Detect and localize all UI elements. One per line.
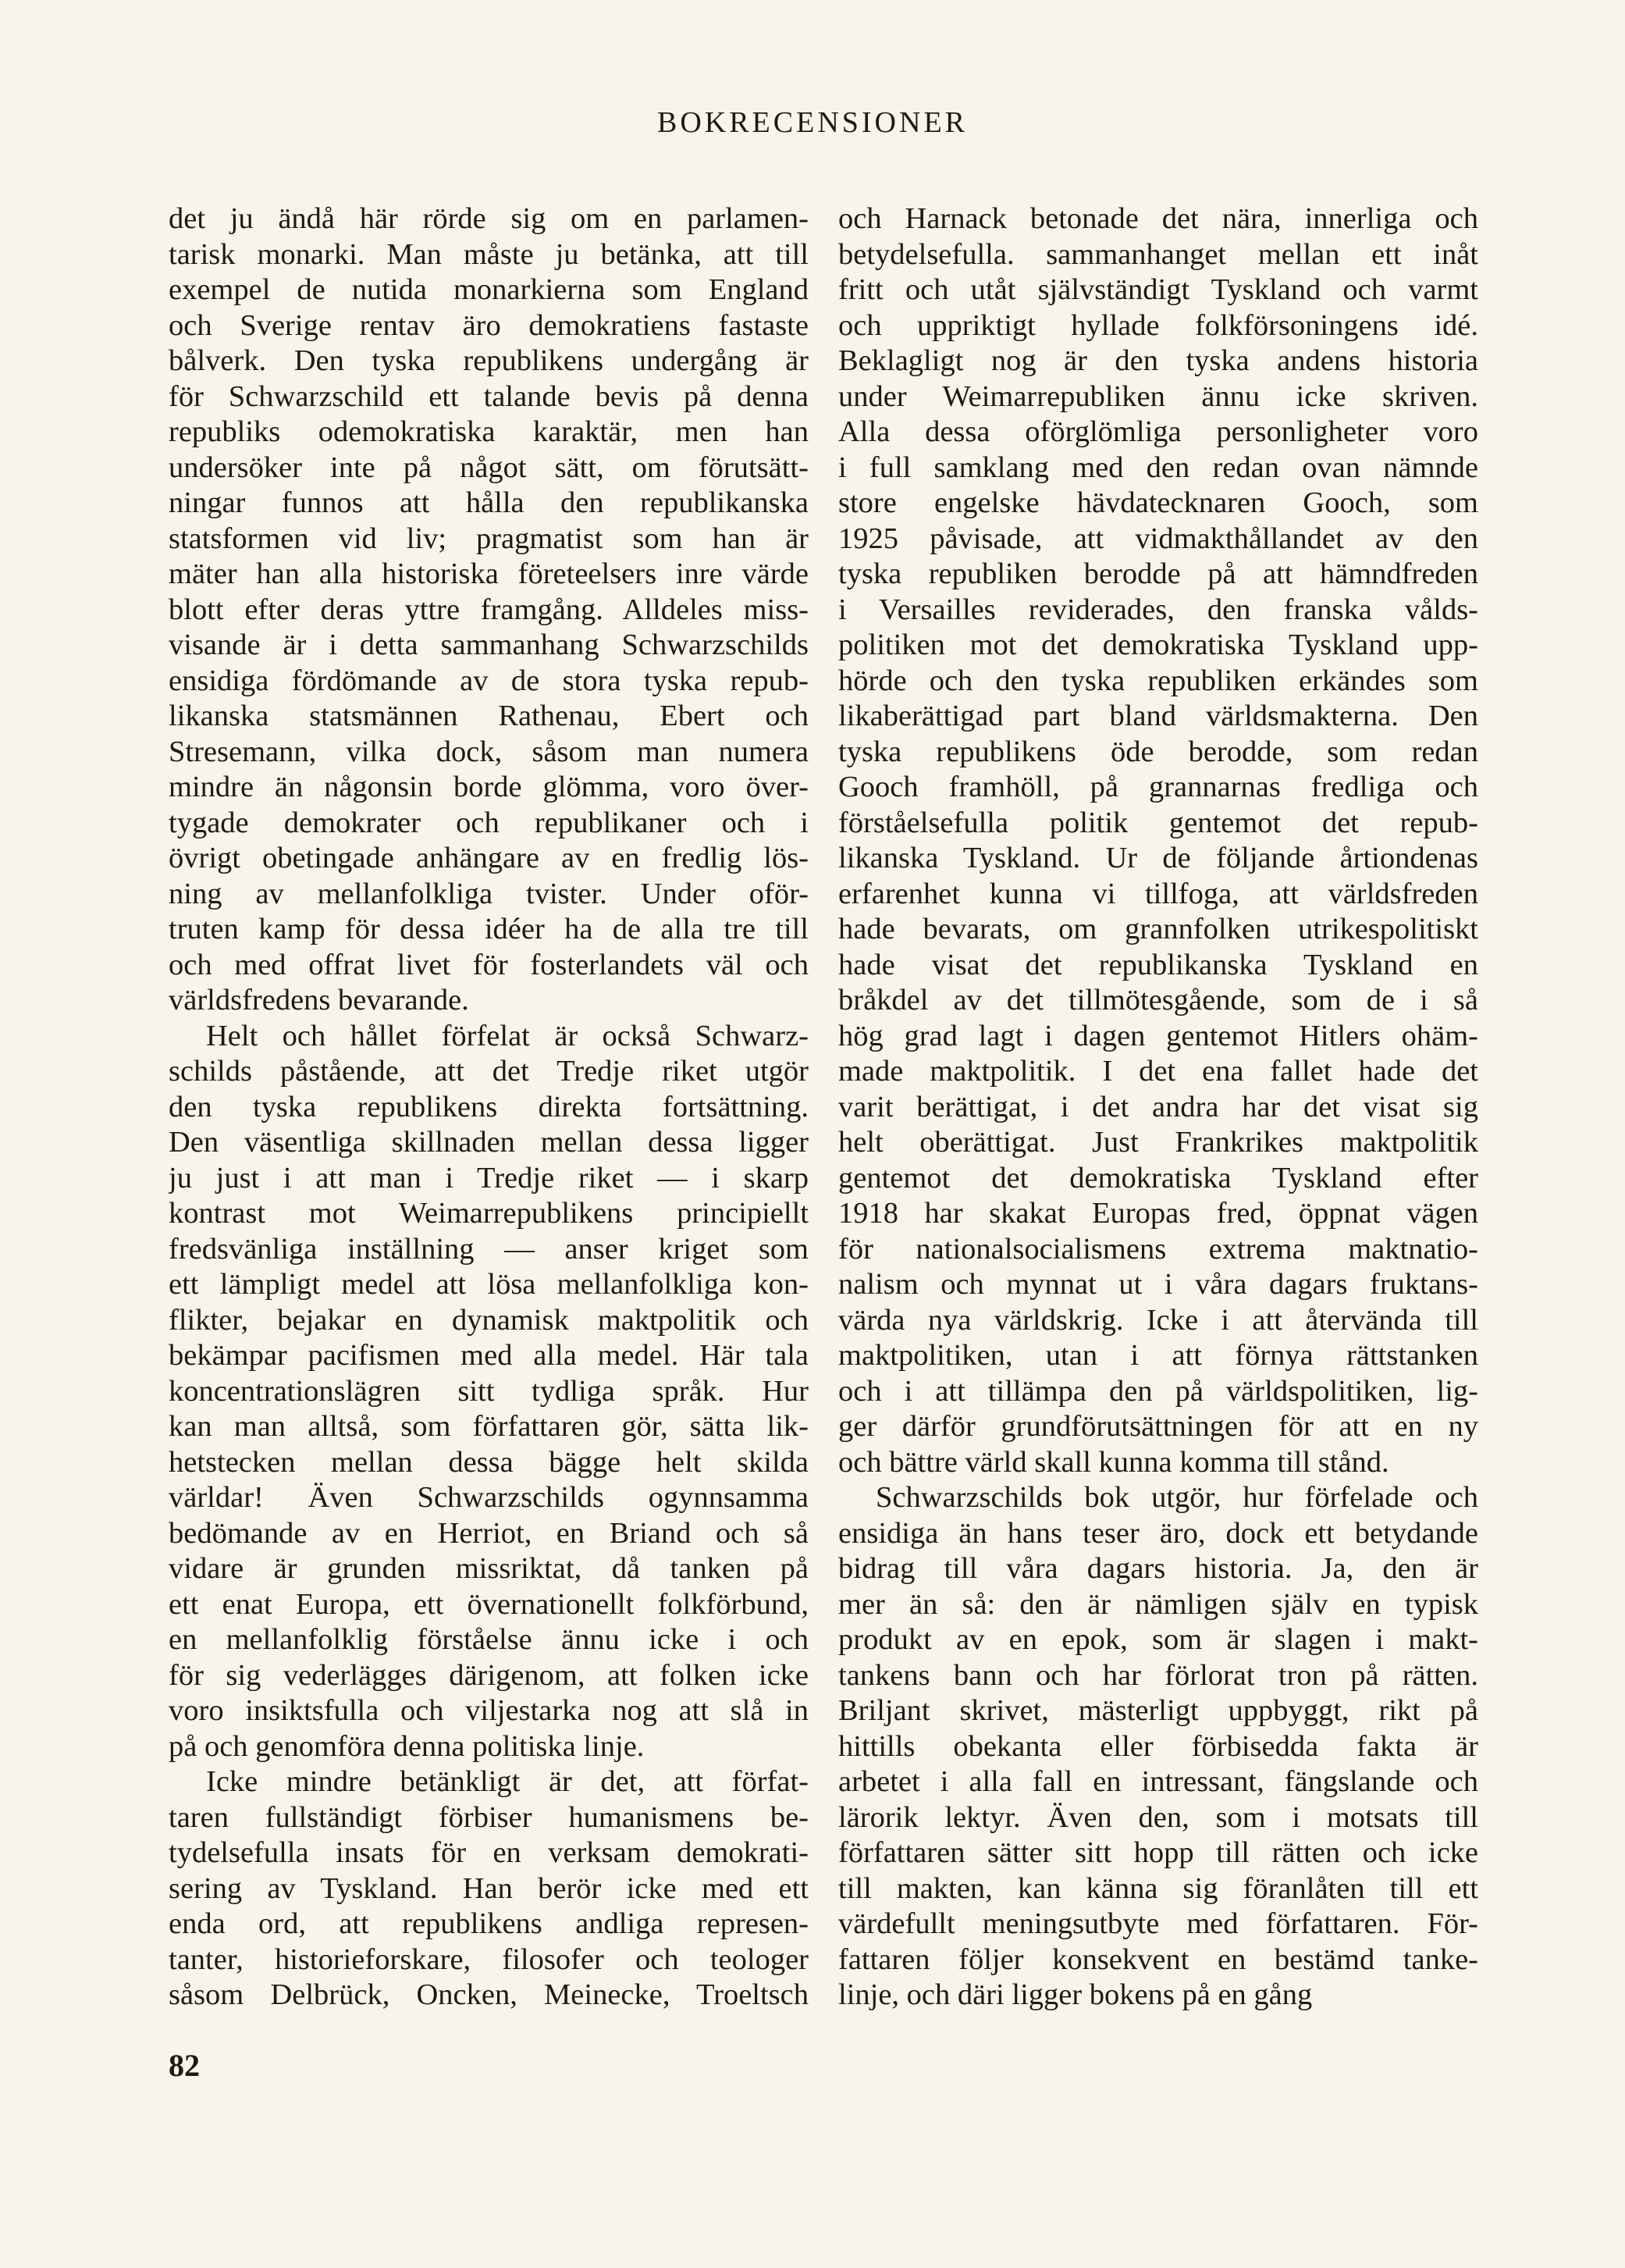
text-line: hade bevarats, om grannfolken utrikespolitiskt <box>838 913 1478 945</box>
text-line: mer än så: den är nämligen själv en typisk <box>838 1587 1478 1621</box>
text-line: bråkdel av det tillmötesgående, som de i så <box>838 984 1478 1017</box>
text-line: i full samklang med den redan ovan nämnde <box>838 450 1478 484</box>
text-line: nalism och mynnat ut i våra dagars fruktans- <box>838 1268 1478 1301</box>
text-line: blott efter deras yttre framgång. Alldeles miss- <box>169 593 809 626</box>
text-line: övrigt obetingade anhängare av en fredlig lös- <box>169 842 809 874</box>
text-line: tyska republikens öde berodde, som redan <box>838 735 1478 768</box>
text-line: likanska statsmännen Rathenau, Ebert och <box>169 700 809 732</box>
text-line: en mellanfolklig förståelse ännu icke i och <box>169 1623 809 1656</box>
text-line: kontrast mot Weimarrepublikens principiellt <box>169 1197 809 1230</box>
text-line: för Schwarzschild ett talande bevis på denna <box>169 379 809 413</box>
text-line: under Weimarrepubliken ännu icke skriven. <box>838 379 1478 413</box>
text-line: undersöker inte på något sätt, om förutsätt- <box>169 450 809 484</box>
text-line: tarisk monarki. Man måste ju betänka, att till <box>169 237 809 271</box>
page-number: 82 <box>169 2048 200 2083</box>
right-column <box>838 201 1478 2013</box>
text-line: bedömande av en Herriot, en Briand och så <box>169 1516 809 1550</box>
text-line: Briljant skrivet, mästerligt uppbyggt, rikt på <box>838 1694 1478 1727</box>
text-line: taren fullständigt förbiser humanismens be- <box>169 1800 809 1834</box>
text-line: republiks odemokratiska karaktär, men han <box>169 415 809 448</box>
text-line: till makten, kan känna sig föranlåten till ett <box>838 1871 1478 1905</box>
text-line: gentemot det demokratiska Tyskland efter <box>838 1161 1478 1195</box>
text-line: tanter, historieforskare, filosofer och teologer <box>169 1942 809 1976</box>
text-line: statsformen vid liv; pragmatist som han är <box>169 522 809 555</box>
text-line: fattaren följer konsekvent en bestämd tanke- <box>838 1942 1478 1976</box>
text-line: voro insiktsfulla och viljestarka nog att slå in <box>169 1694 809 1727</box>
text-line: den tyska republikens direkta fortsättning. <box>169 1090 809 1123</box>
text-line: ning av mellanfolkliga tvister. Under oför- <box>169 877 809 910</box>
text-line: linje, och däri ligger bokens på en gång <box>838 1978 1313 2011</box>
text-line: Helt och hållet förfelat är också Schwarz- <box>206 1019 809 1052</box>
running-title: BOKRECENSIONER <box>656 106 969 139</box>
text-line: hörde och den tyska republiken erkändes som <box>838 664 1478 697</box>
text-line: mindre än någonsin borde glömma, voro över- <box>169 771 809 803</box>
text-line: bekämpar pacifismen med alla medel. Här tala <box>169 1339 809 1372</box>
text-line: visande är i detta sammanhang Schwarzschilds <box>169 628 809 661</box>
text-line: 1925 påvisade, att vidmakthållandet av den <box>838 522 1478 555</box>
text-line: och uppriktigt hyllade folkförsoningens idé. <box>838 308 1478 342</box>
text-line: lärorik lektyr. Även den, som i motsats till <box>838 1800 1478 1834</box>
text-line: och Harnack betonade det nära, innerliga och <box>838 202 1478 235</box>
text-line: varit berättigat, i det andra har det visat sig <box>838 1090 1478 1123</box>
text-line: fritt och utåt självständigt Tyskland och varmt <box>838 273 1478 306</box>
text-line: enda ord, att republikens andliga represen- <box>169 1907 809 1940</box>
text-line: och bättre värld skall kunna komma till stånd. <box>838 1445 1389 1479</box>
text-line: erfarenhet kunna vi tillfoga, att världsfreden <box>838 877 1478 910</box>
text-line: för sig vederlägges därigenom, att folken icke <box>169 1658 809 1692</box>
text-line: likanska Tyskland. Ur de följande årtiondenas <box>838 842 1478 874</box>
text-line: förståelsefulla politik gentemot det repub- <box>838 806 1478 839</box>
text-line: schilds påstående, att det Tredje riket utgör <box>169 1055 809 1088</box>
text-line: Gooch framhöll, på grannarnas fredliga och <box>838 771 1478 803</box>
text-line: Schwarzschilds bok utgör, hur förfelade och <box>876 1481 1478 1514</box>
text-line: maktpolitiken, utan i att förnya rättstanken <box>838 1339 1478 1372</box>
text-line: värda nya världskrig. Icke i att återvända till <box>838 1303 1478 1337</box>
text-line: världsfredens bevarande. <box>169 984 469 1017</box>
text-line: världar! Även Schwarzschilds ogynnsamma <box>169 1481 809 1514</box>
text-line: tyska republiken berodde på att hämndfreden <box>838 557 1478 590</box>
text-line: mäter han alla historiska företeelsers inre värde <box>169 557 809 590</box>
text-line: ju just i att man i Tredje riket — i skarp <box>169 1161 809 1195</box>
text-line: i Versailles reviderades, den franska vålds- <box>838 593 1478 626</box>
text-line: för nationalsocialismens extrema maktnatio- <box>838 1232 1478 1266</box>
text-line: tankens bann och har förlorat tron på rätten. <box>838 1658 1478 1692</box>
text-line: och i att tillämpa den på världspolitiken, lig- <box>838 1374 1478 1408</box>
text-line: på och genomföra denna politiska linje. <box>169 1729 645 1763</box>
text-line: likaberättigad part bland världsmakterna. Den <box>838 700 1478 732</box>
text-line: flikter, bejakar en dynamisk maktpolitik och <box>169 1303 809 1337</box>
text-line: ningar funnos att hålla den republikanska <box>169 486 809 519</box>
text-line: Stresemann, vilka dock, såsom man numera <box>169 735 809 768</box>
text-line: ensidiga fördömande av de stora tyska repub- <box>169 664 809 697</box>
text-line: Den väsentliga skillnaden mellan dessa ligger <box>169 1126 809 1159</box>
text-line: bålverk. Den tyska republikens undergång är <box>169 344 809 377</box>
text-line: produkt av en epok, som är slagen i makt- <box>838 1623 1478 1656</box>
text-line: sering av Tyskland. Han berör icke med ett <box>169 1871 809 1905</box>
text-line: koncentrationslägren sitt tydliga språk. Hur <box>169 1374 809 1408</box>
text-line: fredsvänliga inställning — anser kriget som <box>169 1232 809 1266</box>
text-line: Alla dessa oförglömliga personligheter voro <box>838 415 1478 448</box>
text-line: vidare är grunden missriktat, då tanken på <box>169 1552 809 1585</box>
text-line: Beklagligt nog är den tyska andens historia <box>838 344 1478 377</box>
text-line: Icke mindre betänkligt är det, att förfat- <box>206 1765 809 1798</box>
text-line: det ju ändå här rörde sig om en parlamen- <box>169 202 809 235</box>
text-line: tygade demokrater och republikaner och i <box>169 806 809 839</box>
text-line: ger därför grundförutsättningen för att en ny <box>838 1410 1478 1443</box>
text-line: betydelsefulla. sammanhanget mellan ett inåt <box>838 237 1478 271</box>
text-line: ett lämpligt medel att lösa mellanfolkliga kon- <box>169 1268 809 1301</box>
text-line: ett enat Europa, ett övernationellt folkförbund, <box>169 1587 809 1621</box>
text-line: kan man alltså, som författaren gör, sätta lik- <box>169 1410 809 1443</box>
text-line: store engelske hävdatecknaren Gooch, som <box>838 486 1478 519</box>
text-line: helt oberättigat. Just Frankrikes maktpolitik <box>838 1126 1478 1159</box>
text-line: värdefullt meningsutbyte med författaren. För- <box>838 1907 1478 1940</box>
text-line: hittills obekanta eller förbisedda fakta är <box>838 1729 1478 1763</box>
text-line: hetstecken mellan dessa bägge helt skilda <box>169 1445 809 1479</box>
text-line: hög grad lagt i dagen gentemot Hitlers ohäm- <box>838 1019 1478 1052</box>
text-line: bidrag till våra dagars historia. Ja, den är <box>838 1552 1478 1585</box>
text-line: truten kamp för dessa idéer ha de alla tre till <box>169 913 809 945</box>
text-line: och med offrat livet för fosterlandets väl och <box>169 948 809 981</box>
text-line: författaren sätter sitt hopp till rätten och icke <box>838 1836 1478 1869</box>
text-line: 1918 har skakat Europas fred, öppnat vägen <box>838 1197 1478 1230</box>
text-line: made maktpolitik. I det ena fallet hade det <box>838 1055 1478 1088</box>
text-line: arbetet i alla fall en intressant, fängslande och <box>838 1765 1478 1798</box>
text-line: och Sverige rentav äro demokratiens fastaste <box>169 308 809 342</box>
text-line: exempel de nutida monarkierna som England <box>169 273 809 306</box>
text-line: tydelsefulla insats för en verksam demokrati- <box>169 1836 809 1869</box>
text-line: såsom Delbrück, Oncken, Meinecke, Troeltsch <box>169 1978 809 2011</box>
text-line: hade visat det republikanska Tyskland en <box>838 948 1478 981</box>
left-column <box>169 201 809 2013</box>
text-line: ensidiga än hans teser äro, dock ett betydande <box>838 1516 1478 1550</box>
text-line: politiken mot det demokratiska Tyskland upp- <box>838 628 1478 661</box>
